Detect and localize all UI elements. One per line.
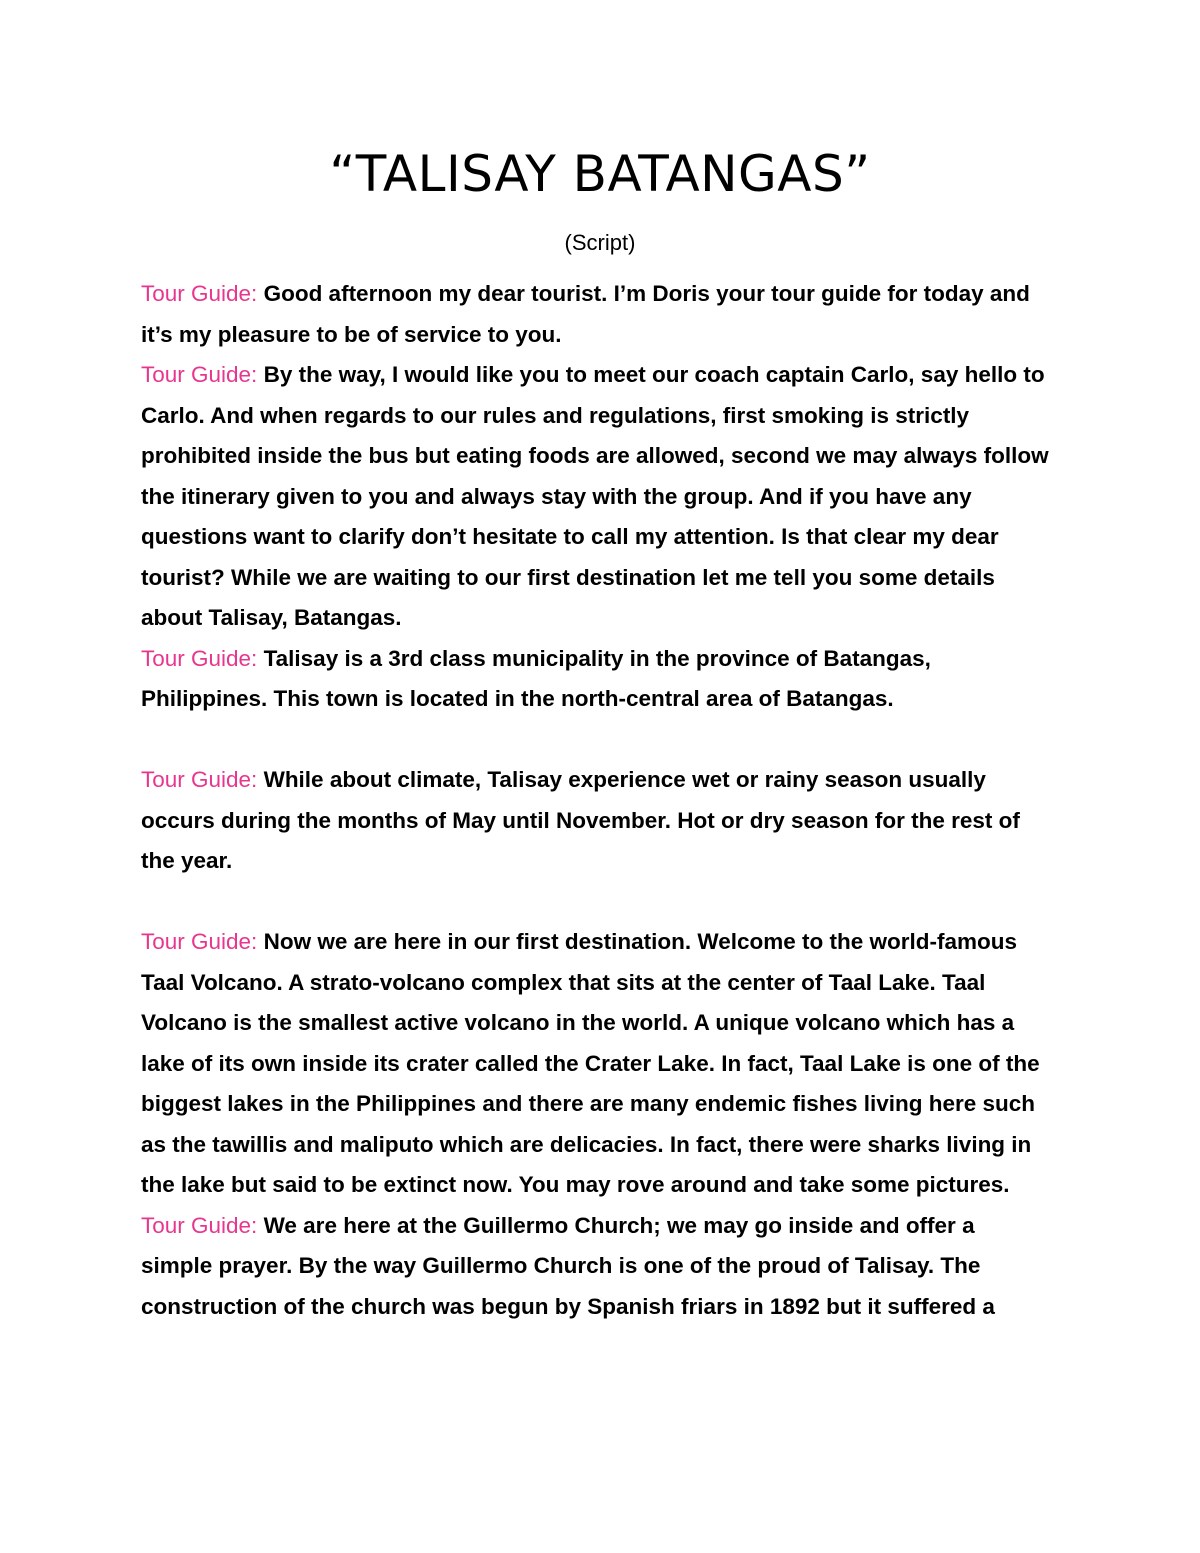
speaker-label: Tour Guide: [141, 645, 258, 671]
dialogue-text: We are here at the Guillermo Church; we may go inside and offer a simple prayer. By the way Guillermo Church is one of the proud of Talisay. The construction of the church was begun by Spanish friars in 1892 but it suffered a [141, 1212, 995, 1319]
speaker-label: Tour Guide: [141, 281, 258, 306]
dialogue-text: By the way, I would like you to meet our coach captain Carlo, say hello to Carlo. And when regards to our rules and regulations, first smoking is strictly prohibited inside the bus but eating foods are allowed, second we may always follow the itinerary given to you and always stay with the group. And if you have any questions want to clarify don’t hesitate to call my attention. Is that clear my dear tourist? While we are waiting to our first destination let me tell you some details about Talisay, Batangas. [141, 362, 1049, 630]
script-paragraph [141, 639, 1051, 720]
script-paragraph [141, 274, 1051, 355]
script-paragraph [141, 355, 1051, 639]
script-paragraph [141, 922, 1051, 1206]
dialogue-text: Talisay is a 3rd class municipality in the province of Batangas, Philippines. This town is located in the north-central area of Batangas. [141, 645, 931, 711]
dialogue-text: While about climate, Talisay experience wet or rainy season usually occurs during the months of May until November. Hot or dry season for the rest of the year. [141, 767, 1020, 873]
speaker-label: Tour Guide: [141, 929, 258, 954]
script-body [141, 274, 1051, 1327]
document-subtitle: (Script) [564, 230, 636, 255]
speaker-label: Tour Guide: [141, 362, 258, 387]
script-paragraph [141, 1206, 1051, 1328]
document-title: “TALISAY BATANGAS” [329, 145, 871, 203]
speaker-label: Tour Guide: [141, 767, 258, 792]
script-paragraph [141, 760, 1051, 882]
dialogue-text: Now we are here in our first destination. Welcome to the world-famous Taal Volcano. A strato-volcano complex that sits at the center of Taal Lake. Taal Volcano is the smallest active volcano in the world. A unique volcano which has a lake of its own inside its crater called the Crater Lake. In fact, Taal Lake is one of the biggest lakes in the Philippines and there are many endemic fishes living here such as the tawillis and maliputo which are delicacies. In fact, there were sharks living in the lake but said to be extinct now. You may rove around and take some pictures. [141, 929, 1040, 1197]
dialogue-text: Good afternoon my dear tourist. I’m Doris your tour guide for today and it’s my pleasure to be of service to you. [141, 281, 1030, 347]
speaker-label: Tour Guide: [141, 1212, 258, 1238]
